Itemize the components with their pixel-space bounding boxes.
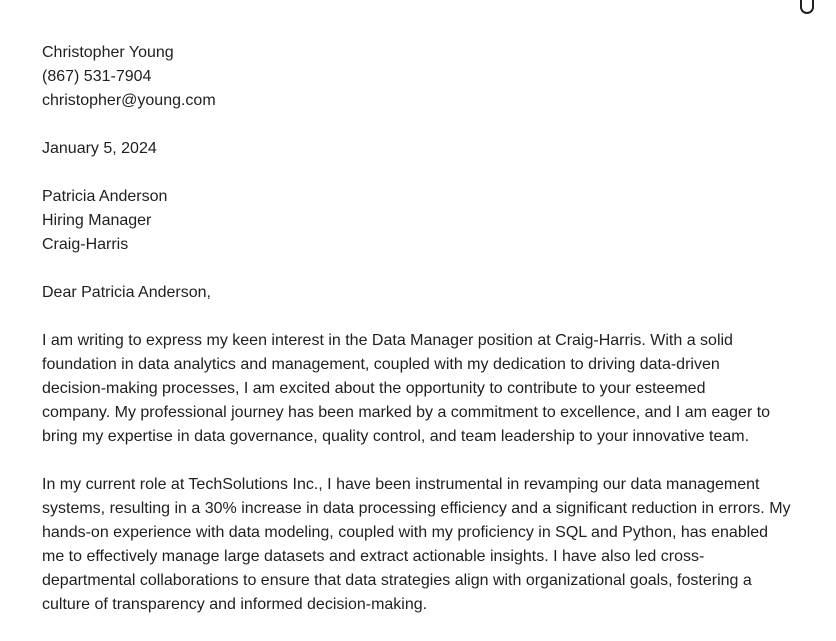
paragraph-line: company. My professional journey has been marked by a commitment to excellence, and I am eager to xyxy=(42,404,771,421)
paragraph-line: hands-on experience with data modeling, coupled with my proficiency in SQL and Python, has enabled xyxy=(42,524,769,541)
paragraph-line: bring my expertise in data governance, quality control, and team leadership to your innovative team. xyxy=(42,428,750,445)
recipient-block xyxy=(42,185,797,257)
letter-date: January 5, 2024 xyxy=(42,140,157,157)
paragraph-line: In my current role at TechSolutions Inc., I have been instrumental in revamping our data management xyxy=(42,476,760,493)
recipient-title: Hiring Manager xyxy=(42,212,152,229)
sender-email: christopher@young.com xyxy=(42,92,216,109)
body-paragraph-2 xyxy=(42,473,797,617)
date-block xyxy=(42,137,797,161)
paragraph-line: me to effectively manage large datasets and extract actionable insights. I have also led cross- xyxy=(42,548,705,565)
partial-icon xyxy=(800,0,814,14)
salutation-block xyxy=(42,281,797,305)
paragraph-line: departmental collaborations to ensure that data strategies align with organizational goals, fostering a xyxy=(42,572,752,589)
recipient-name: Patricia Anderson xyxy=(42,188,168,205)
salutation: Dear Patricia Anderson, xyxy=(42,284,211,301)
paragraph-line: decision-making processes, I am excited about the opportunity to contribute to your esteemed xyxy=(42,380,706,397)
sender-block xyxy=(42,41,797,113)
cover-letter xyxy=(42,41,797,641)
sender-phone: (867) 531-7904 xyxy=(42,68,152,85)
paragraph-line: systems, resulting in a 30% increase in data processing efficiency and a significant reduction in errors. My xyxy=(42,500,791,517)
recipient-company: Craig-Harris xyxy=(42,236,129,253)
paragraph-line: culture of transparency and informed decision-making. xyxy=(42,596,428,613)
body-paragraph-1 xyxy=(42,329,797,449)
paragraph-line: foundation in data analytics and management, coupled with my dedication to driving data-driven xyxy=(42,356,720,373)
paragraph-line: I am writing to express my keen interest in the Data Manager position at Craig-Harris. With a solid xyxy=(42,332,733,349)
sender-name: Christopher Young xyxy=(42,44,174,61)
